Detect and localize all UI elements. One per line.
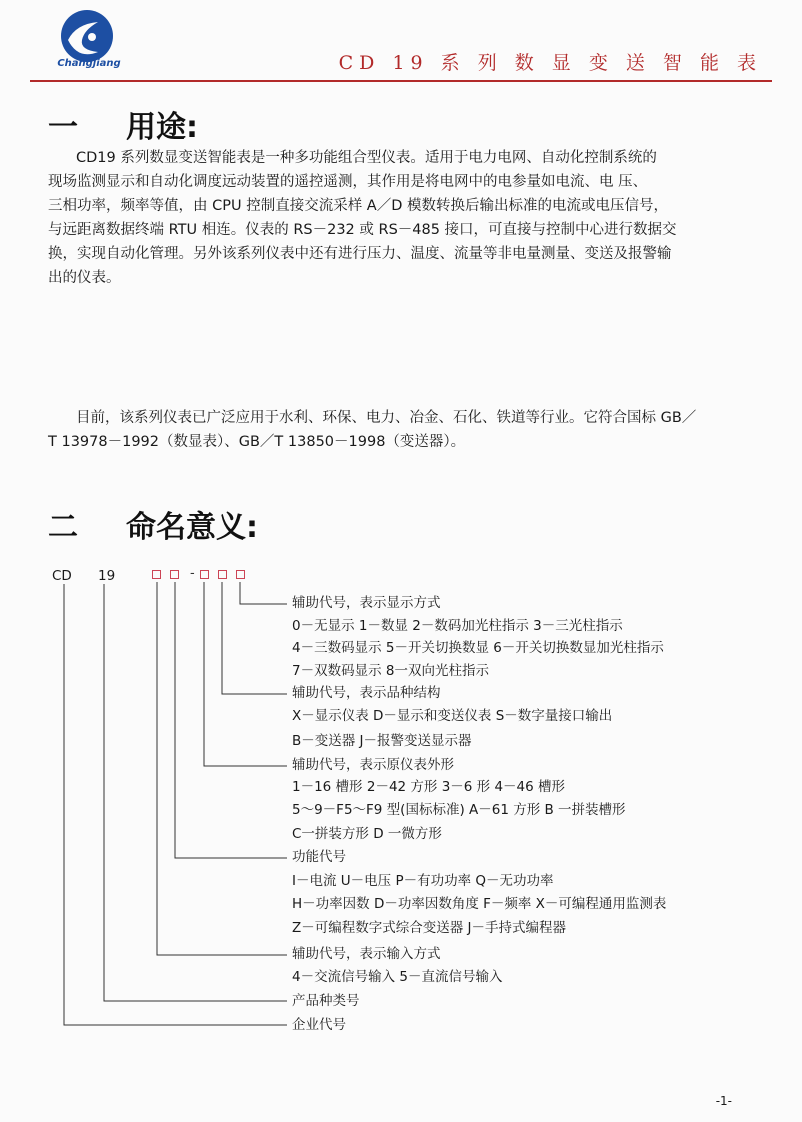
connector-line <box>175 582 287 858</box>
naming-item: I－电流 U－电压 P－有功功率 Q－无功功率 <box>292 873 554 889</box>
connector-line <box>222 582 287 694</box>
header-title: CD 19 系 列 数 显 变 送 智 能 表 <box>338 52 762 74</box>
text-line: 三相功率，频率等值，由 CPU 控制直接交流采样 A／D 模数转换后输出标准的电流或电压信号， <box>48 198 668 214</box>
naming-item: 1－16 槽形 2－42 方形 3－6 形 4－46 槽形 <box>292 779 566 795</box>
section-1-number: 一 <box>48 110 78 145</box>
text-line: 出的仪表。 <box>48 270 121 286</box>
naming-item: 0－无显示 1－数显 2－数码加光柱指示 3－三光柱指示 <box>292 618 623 634</box>
text-line: 现场监测显示和自动化调度远动装置的遥控遥测，其作用是将电网中的电参量如电流、电 压、 <box>48 174 648 190</box>
naming-item: C一拼装方形 D 一微方形 <box>292 826 442 842</box>
code-cd: CD <box>52 568 72 584</box>
naming-item: 7－双数码显示 8一双向光柱指示 <box>292 663 489 679</box>
text-line: 换，实现自动化管理。另外该系列仪表中还有进行压力、温度、流量等非电量测量、变送及报警输 <box>48 246 672 262</box>
naming-item: 辅助代号，表示品种结构 <box>292 685 441 701</box>
text-line: 与远距离数据终端 RTU 相连。仪表的 RS－232 或 RS－485 接口，可直接与控制中心进行数据交 <box>48 222 677 238</box>
connector-line <box>204 582 287 766</box>
text-line: CD19 系列数显变送智能表是一种多功能组合型仪表。适用于电力电网、自动化控制系统的 <box>76 150 657 166</box>
naming-item: X－显示仪表 D－显示和变送仪表 S－数字量接口输出 <box>292 708 613 724</box>
naming-item: 产品种类号 <box>292 993 360 1009</box>
section-1-title: 用途: <box>126 110 198 145</box>
code-dash: - <box>190 566 195 581</box>
code-19: 19 <box>98 568 116 584</box>
naming-item: B－变送器 J－报警变送显示器 <box>292 733 472 749</box>
connector-line <box>240 582 287 604</box>
text-line: 目前，该系列仪表已广泛应用于水利、环保、电力、冶金、石化、铁道等行业。它符合国标 GB／ <box>76 410 697 426</box>
naming-item: 企业代号 <box>292 1017 346 1033</box>
naming-item: 辅助代号，表示原仪表外形 <box>292 757 454 773</box>
naming-item: 4－三数码显示 5－开关切换数显 6－开关切换数显加光柱指示 <box>292 640 664 656</box>
naming-item: Z－可编程数字式综合变送器 J－手持式编程器 <box>292 920 567 936</box>
naming-item: 5～9－F5～F9 型(国标标准) A－61 方形 B 一拼装槽形 <box>292 802 626 818</box>
text-line: T 13978－1992（数显表）、GB／T 13850－1998（变送器）。 <box>48 434 466 450</box>
connector-line <box>104 584 287 1001</box>
naming-item: 4－交流信号输入 5－直流信号输入 <box>292 969 503 985</box>
section-2-number: 二 <box>48 510 78 545</box>
brand-name: Changjiang <box>57 58 121 69</box>
naming-item: 辅助代号，表示输入方式 <box>292 946 441 962</box>
naming-item: H－功率因数 D－功率因数角度 F－频率 X－可编程通用监测表 <box>292 896 667 912</box>
naming-item: 功能代号 <box>292 849 346 865</box>
section-2-title: 命名意义: <box>126 510 258 545</box>
page-number: -1- <box>715 1094 732 1108</box>
naming-item: 辅助代号，表示显示方式 <box>292 595 441 611</box>
